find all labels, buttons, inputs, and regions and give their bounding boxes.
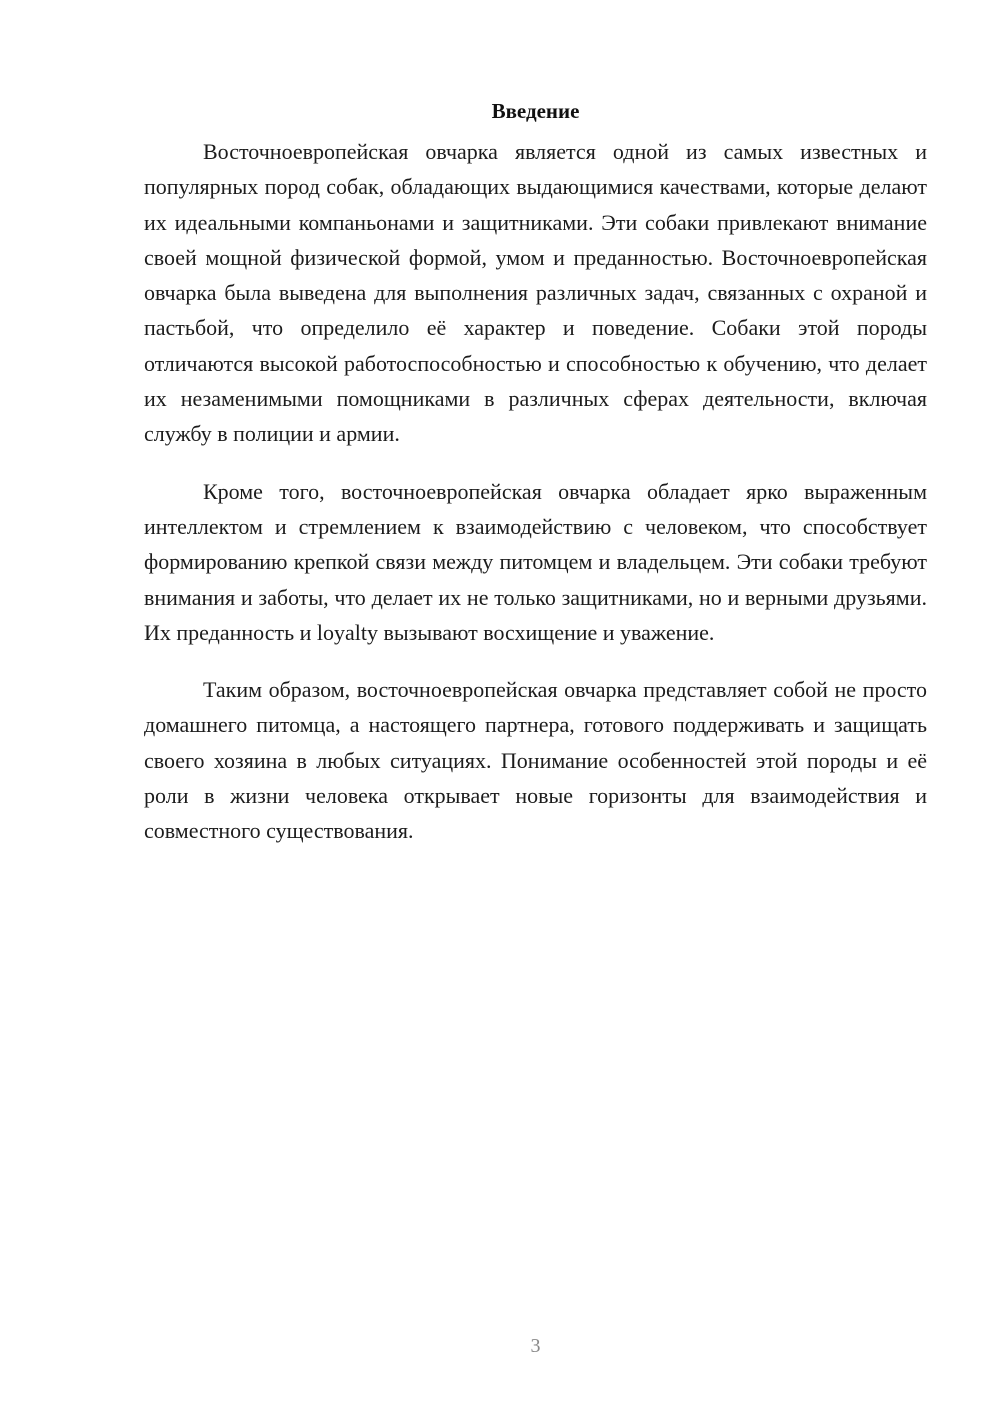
- section-title: Введение: [491, 99, 580, 123]
- page-number: 3: [530, 1335, 541, 1357]
- paragraph-1: Восточноевропейская овчарка является одной из самых известных и популярных пород собак, обладающих выдающимися качествами, которые делают их идеальными компаньонами и защитниками. Эти собаки привлекают внимание своей мощной физической формой, умом и преданностью. Восточноевропейская овчарка была выведена для выполнения различных задач, связанных с охраной и пастьбой, что определило её характер и поведение. Собаки этой породы отличаются высокой работоспособностью и способностью к обучению, что делает их незаменимыми помощниками в различных сферах деятельности, включая службу в полиции и армии.: [144, 139, 927, 447]
- paragraph-2: Кроме того, восточноевропейская овчарка обладает ярко выраженным интеллектом и стремлением к взаимодействию с человеком, что способствует формированию крепкой связи между питомцем и владельцем. Эти собаки требуют внимания и заботы, что делает их не только защитниками, но и верными друзьями. Их преданность и loyalty вызывают восхищение и уважение.: [144, 478, 927, 645]
- paragraph-3: Таким образом, восточноевропейская овчарка представляет собой не просто домашнего питомца, а настоящего партнера, готового поддерживать и защищать своего хозяина в любых ситуациях. Понимание особенностей этой породы и её роли в жизни человека открывает новые горизонты для взаимодействия и совместного существования.: [144, 677, 927, 844]
- document-body: [144, 94, 927, 871]
